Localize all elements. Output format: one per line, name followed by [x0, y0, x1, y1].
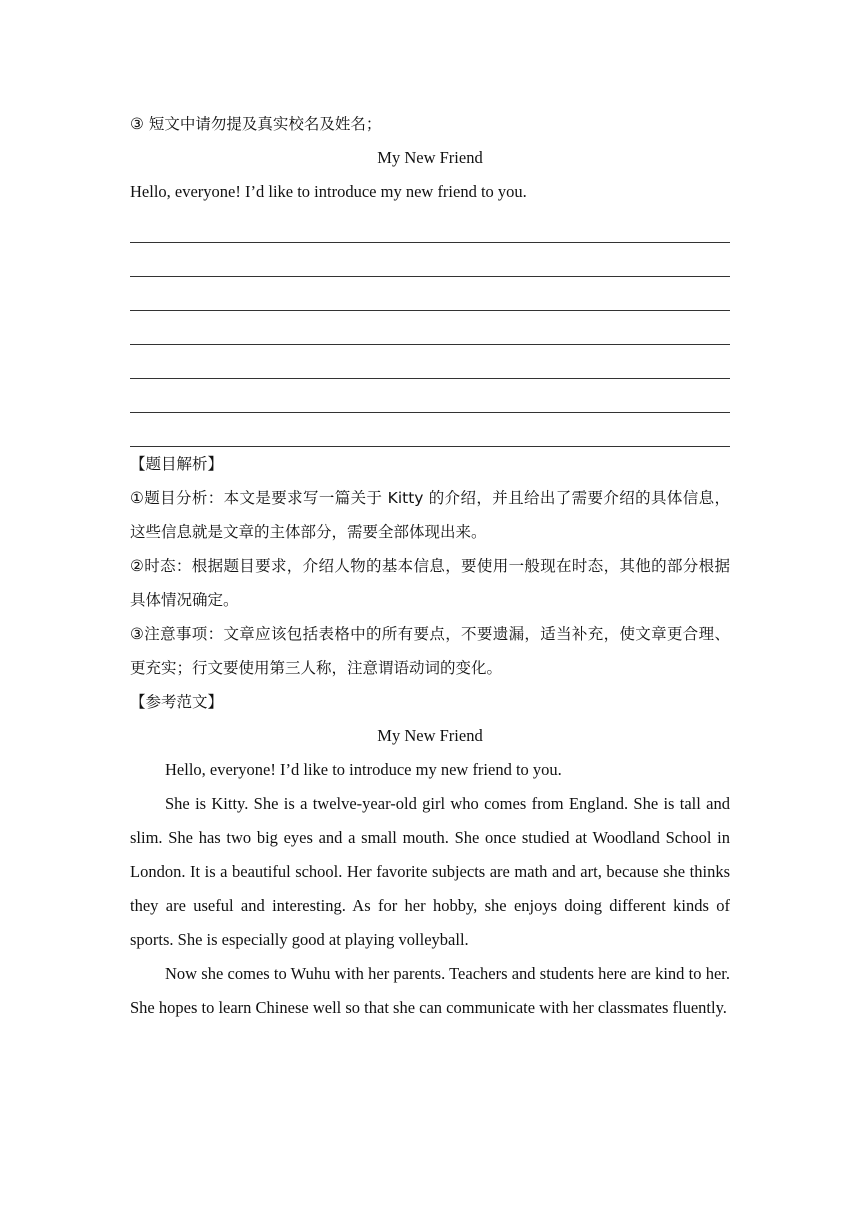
analysis-point-3: ③注意事项：文章应该包括表格中的所有要点，不要遗漏，适当补充，使文章更合理、更充实；行文要使用第三人称，注意谓语动词的变化。 [130, 625, 730, 677]
answer-line[interactable] [130, 277, 730, 311]
answer-line[interactable] [130, 311, 730, 345]
analysis-section [130, 447, 730, 685]
sample-title: My New Friend [377, 726, 483, 745]
analysis-heading: 【题目解析】 [130, 455, 224, 473]
answer-line[interactable] [130, 345, 730, 379]
analysis-point-2: ②时态：根据题目要求，介绍人物的基本信息，要使用一般现在时态，其他的部分根据具体情况确定。 [130, 557, 730, 609]
page-content [130, 107, 730, 1025]
analysis-point-1: ①题目分析：本文是要求写一篇关于 Kitty 的介绍，并且给出了需要介绍的具体信息，这些信息就是文章的主体部分，需要全部体现出来。 [130, 489, 730, 541]
prompt-opening-sentence: Hello, everyone! I’d like to introduce my new friend to you. [130, 182, 527, 201]
answer-line[interactable] [130, 243, 730, 277]
answer-line[interactable] [130, 379, 730, 413]
answer-line[interactable] [130, 209, 730, 243]
answer-lines [130, 209, 730, 447]
prompt-title: My New Friend [377, 148, 483, 167]
sample-heading: 【参考范文】 [130, 693, 224, 711]
sample-essay-section [130, 685, 730, 1025]
sample-paragraph-1: Hello, everyone! I’d like to introduce my new friend to you. [165, 760, 562, 779]
requirement-item-3: ③ 短文中请勿提及真实校名及姓名； [130, 115, 382, 133]
answer-line[interactable] [130, 413, 730, 447]
sample-paragraph-2: She is Kitty. She is a twelve-year-old girl who comes from England. She is tall and slim. She has two big eyes and a small mouth. She once studied at Woodland School in London. It is a beautiful school. Her favorite subjects are math and art, because she thinks they are useful and interesting. As for her hobby, she enjoys doing different kinds of sports. She is especially good at playing volleyball. [130, 794, 730, 949]
sample-paragraph-3: Now she comes to Wuhu with her parents. Teachers and students here are kind to her. She hopes to learn Chinese well so that she can communicate with her classmates fluently. [130, 964, 730, 1017]
